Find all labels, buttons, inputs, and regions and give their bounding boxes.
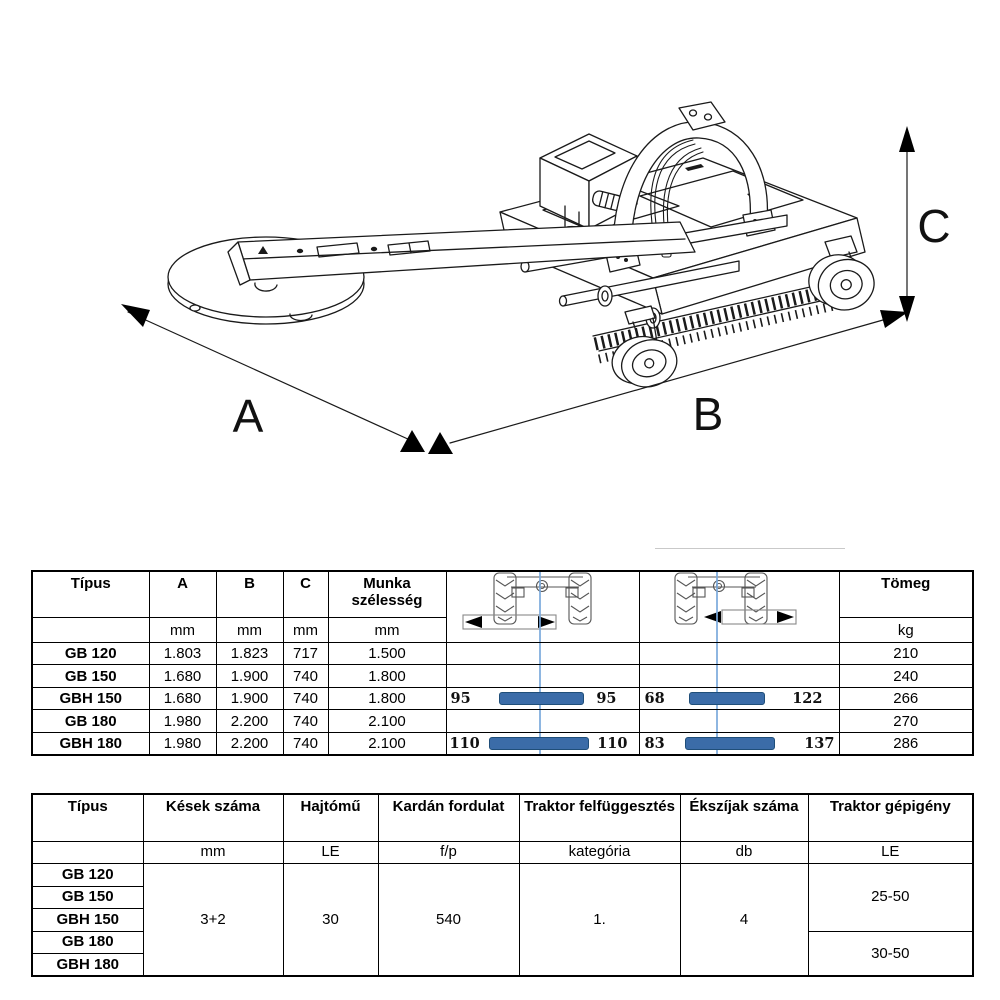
cell: 1.800 (328, 688, 446, 710)
table-row (32, 733, 973, 755)
t2-value-gepigeny-upper: 25-50 (808, 863, 973, 931)
cell: 1.823 (216, 643, 283, 665)
offset-value-left: 110 (449, 735, 480, 753)
cell: 740 (283, 710, 328, 733)
offset-cell-empty (639, 665, 839, 688)
table-row (32, 863, 973, 886)
t2-value-hajtomu: 30 (283, 863, 378, 976)
offset-cell-centered (446, 688, 639, 710)
t1-header-a: A (149, 571, 216, 618)
centerline (539, 571, 541, 643)
t2-header-kardan: Kardán fordulat (378, 794, 519, 841)
caster-wheel-left (606, 306, 683, 396)
wheel-offset-diagram-centered (446, 571, 639, 643)
dimensions-table (31, 570, 974, 756)
arrowhead-b-start (428, 432, 453, 454)
t2-header-gepigeny: Traktor gépigény (808, 794, 973, 841)
arrow-left-icon (465, 616, 482, 628)
t2-model: GBH 180 (32, 953, 143, 976)
arrowhead-a-end (400, 430, 425, 452)
t1-unit-b: mm (216, 618, 283, 643)
cell: 270 (839, 710, 973, 733)
cell: 2.200 (216, 733, 283, 755)
arrow-left-icon (704, 611, 721, 623)
centerline (716, 571, 718, 643)
arrowhead-c-bottom (899, 296, 915, 322)
t2-header-felfuggesztes: Traktor felfüggesztés (519, 794, 680, 841)
table-row (32, 710, 973, 733)
t2-model: GBH 150 (32, 908, 143, 931)
offset-cell-empty (446, 665, 639, 688)
wheel-offset-diagram-side (639, 571, 839, 643)
t1-header-b: B (216, 571, 283, 618)
tractor-wheels-centered-icon (449, 572, 640, 638)
offset-cell-empty (639, 643, 839, 665)
dim-label-b: B (692, 388, 724, 440)
t1-model: GB 150 (32, 665, 149, 688)
t2-header-ekszijak: Ékszíjak száma (680, 794, 808, 841)
cell: 1.800 (328, 665, 446, 688)
offset-cell-side (639, 733, 839, 755)
arrow-right-icon (777, 611, 794, 623)
t1-model: GBH 180 (32, 733, 149, 755)
cell: 1.680 (149, 665, 216, 688)
t1-model: GB 120 (32, 643, 149, 665)
cell: 717 (283, 643, 328, 665)
offset-value-left: 83 (644, 735, 665, 753)
dimension-a-line (128, 312, 410, 440)
table-row (32, 643, 973, 665)
t1-header-munka: Munka szélesség (328, 571, 446, 618)
divider-line (655, 548, 845, 549)
t1-unit-c: mm (283, 618, 328, 643)
t2-model: GB 150 (32, 886, 143, 908)
offset-value-left: 95 (450, 690, 471, 708)
offset-cell-empty (446, 710, 639, 733)
t2-unit-kesek: mm (143, 841, 283, 863)
cell: 1.803 (149, 643, 216, 665)
offset-value-left: 68 (644, 690, 665, 708)
t2-value-gepigeny-lower: 30-50 (808, 931, 973, 976)
t1-unit-munka: mm (328, 618, 446, 643)
t2-unit-kardan: f/p (378, 841, 519, 863)
offset-cell-empty (639, 710, 839, 733)
cell: 2.100 (328, 733, 446, 755)
t2-unit-hajtomu: LE (283, 841, 378, 863)
arrowhead-c-top (899, 126, 915, 152)
cell: 240 (839, 665, 973, 688)
t1-unit-blank (32, 618, 149, 643)
cell: 740 (283, 688, 328, 710)
offset-value-right: 110 (597, 735, 628, 753)
offset-cell-centered (446, 733, 639, 755)
t1-unit-tomeg: kg (839, 618, 973, 643)
offset-bar (689, 692, 765, 705)
offset-bar (685, 737, 775, 750)
cell: 286 (839, 733, 973, 755)
t1-model: GB 180 (32, 710, 149, 733)
t2-model: GB 180 (32, 931, 143, 953)
offset-cell-empty (446, 643, 639, 665)
cell: 1.980 (149, 733, 216, 755)
t2-header-kesek: Kések száma (143, 794, 283, 841)
t2-value-kardan: 540 (378, 863, 519, 976)
cell: 2.100 (328, 710, 446, 733)
t2-value-kesek: 3+2 (143, 863, 283, 976)
cell: 1.900 (216, 688, 283, 710)
cell: 740 (283, 733, 328, 755)
t1-unit-a: mm (149, 618, 216, 643)
offset-cell-side (639, 688, 839, 710)
cell: 1.500 (328, 643, 446, 665)
cell: 740 (283, 665, 328, 688)
specifications-table (31, 793, 974, 977)
table-row (32, 688, 973, 710)
t1-model: GBH 150 (32, 688, 149, 710)
table-row (32, 665, 973, 688)
offset-bar (499, 692, 584, 705)
t1-header-tomeg: Tömeg (839, 571, 973, 618)
t2-unit-blank (32, 841, 143, 863)
t2-value-felfuggesztes: 1. (519, 863, 680, 976)
machine-drawing (95, 100, 965, 470)
arrowhead-b-end (880, 310, 908, 328)
cell: 2.200 (216, 710, 283, 733)
t2-header-hajtomu: Hajtómű (283, 794, 378, 841)
dim-label-c: C (917, 200, 951, 252)
offset-value-right: 95 (596, 690, 617, 708)
offset-bar (489, 737, 589, 750)
t2-unit-ekszijak: db (680, 841, 808, 863)
cell: 210 (839, 643, 973, 665)
cell: 266 (839, 688, 973, 710)
dim-label-a: A (232, 390, 264, 442)
arrowhead-a-start (121, 304, 150, 327)
t2-model: GB 120 (32, 863, 143, 886)
dimension-b-line (450, 320, 883, 443)
t2-header-tipus: Típus (32, 794, 143, 841)
offset-value-right: 137 (804, 735, 835, 753)
cell: 1.980 (149, 710, 216, 733)
offset-value-right: 122 (792, 690, 823, 708)
t1-header-c: C (283, 571, 328, 618)
t2-unit-felfuggesztes: kategória (519, 841, 680, 863)
cell: 1.680 (149, 688, 216, 710)
t2-unit-gepigeny: LE (808, 841, 973, 863)
cell: 1.900 (216, 665, 283, 688)
t2-value-ekszijak: 4 (680, 863, 808, 976)
t1-header-tipus: Típus (32, 571, 149, 618)
tractor-wheels-offset-icon (642, 572, 840, 638)
